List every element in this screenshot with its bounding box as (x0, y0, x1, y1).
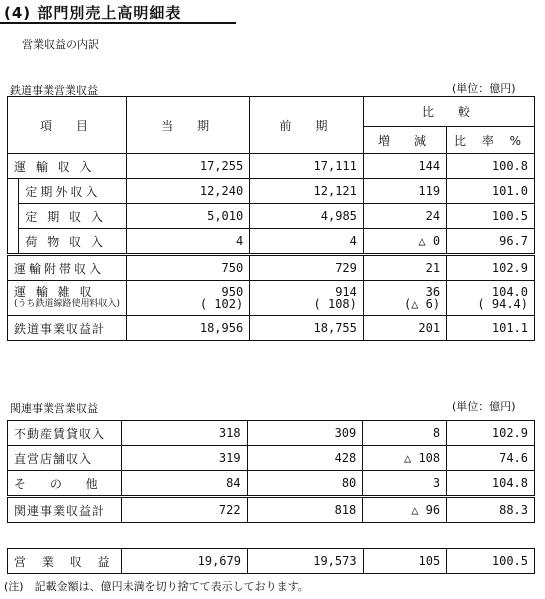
cell-previous: 17,111 (250, 154, 364, 179)
cell-previous: 818 (247, 497, 363, 523)
cell-previous: 4,985 (250, 204, 364, 229)
cell-diff: 144 (363, 154, 446, 179)
cell-ratio: 101.0 (447, 179, 535, 204)
table-row (8, 446, 535, 471)
table-row-total (8, 316, 535, 341)
cell-diff-main: 36 (425, 285, 441, 299)
row-label (8, 281, 127, 316)
cell-diff: 24 (363, 204, 446, 229)
table-row-grand-total (8, 549, 535, 574)
row-label: 運 輸 収 入 (8, 154, 127, 179)
railway-unit: (単位：億円) (452, 82, 516, 95)
cell-diff-sub: (△ 6) (403, 297, 441, 311)
table-row (8, 471, 535, 497)
cell-ratio: 100.5 (447, 204, 535, 229)
table-row (8, 204, 535, 229)
cell-previous-main: 914 (335, 285, 357, 299)
cell-current: 318 (121, 421, 247, 446)
cell-ratio: 102.9 (447, 255, 535, 281)
subtitle: 営業収益の内訳 (22, 38, 99, 51)
cell-diff: △ 108 (363, 446, 447, 471)
cell-previous: 80 (247, 471, 363, 497)
cell-ratio: 102.9 (447, 421, 535, 446)
cell-current-sub: ( 102) (199, 297, 244, 311)
cell-ratio: 96.7 (447, 229, 535, 255)
cell-ratio-sub: ( 94.4) (477, 297, 528, 311)
cell-diff: 201 (363, 316, 446, 341)
indent-spacer (8, 204, 19, 229)
row-label: 直営店舗収入 (8, 446, 122, 471)
cell-ratio: 104.8 (447, 471, 535, 497)
table-row (8, 281, 535, 316)
related-heading: 関連事業営業収益 (10, 402, 98, 415)
cell-previous: 4 (250, 229, 364, 255)
row-label: 定期外収入 (19, 179, 127, 204)
cell-current: 5,010 (127, 204, 250, 229)
cell-current: 17,255 (127, 154, 250, 179)
row-label: 運輸附帯収入 (8, 255, 127, 281)
indent-spacer (8, 179, 19, 204)
table-row-total (8, 497, 535, 523)
railway-table (7, 96, 535, 341)
header-diff: 増 減 (363, 127, 446, 154)
table-row (8, 255, 535, 281)
row-label: 不動産賃貸収入 (8, 421, 122, 446)
cell-current: 12,240 (127, 179, 250, 204)
cell-current: 722 (121, 497, 247, 523)
cell-previous: 12,121 (250, 179, 364, 204)
footnote: (注) 記載金額は、億円未満を切り捨てて表示しております。 (4, 580, 309, 593)
cell-ratio: 88.3 (447, 497, 535, 523)
cell-diff: 105 (363, 549, 447, 574)
cell-previous: 309 (247, 421, 363, 446)
cell-previous: 18,755 (250, 316, 364, 341)
cell-diff: 21 (363, 255, 446, 281)
cell-diff: △ 0 (363, 229, 446, 255)
header-row (8, 97, 535, 127)
cell-ratio: 101.1 (447, 316, 535, 341)
row-label: 鉄道事業収益計 (8, 316, 127, 341)
cell-ratio: 74.6 (447, 446, 535, 471)
cell-ratio (447, 281, 535, 316)
row-label: 荷 物 収 入 (19, 229, 127, 255)
table-row (8, 154, 535, 179)
cell-current (127, 281, 250, 316)
cell-current: 19,679 (122, 549, 248, 574)
header-previous: 前 期 (250, 97, 364, 154)
cell-current: 319 (121, 446, 247, 471)
cell-diff: 8 (363, 421, 447, 446)
cell-ratio-main: 104.0 (491, 285, 528, 299)
cell-current: 4 (127, 229, 250, 255)
related-table (7, 420, 535, 523)
header-comparison: 比 較 (363, 97, 534, 127)
cell-previous (250, 281, 364, 316)
cell-previous-sub: ( 108) (313, 297, 357, 311)
table-row (8, 421, 535, 446)
total-table (7, 548, 535, 574)
cell-current: 18,956 (127, 316, 250, 341)
table-row (8, 179, 535, 204)
cell-diff: 3 (363, 471, 447, 497)
row-label-main: 運 輸 雑 収 (14, 285, 95, 299)
row-label-sub: (うち鉄道線路使用料収入) (14, 299, 121, 309)
cell-previous: 19,573 (247, 549, 363, 574)
title-underline (0, 22, 236, 24)
cell-current-main: 950 (221, 285, 244, 299)
row-label: 関連事業収益計 (8, 497, 122, 523)
cell-current: 750 (127, 255, 250, 281)
header-current: 当 期 (127, 97, 250, 154)
cell-diff: 119 (363, 179, 446, 204)
cell-ratio: 100.8 (447, 154, 535, 179)
header-ratio: 比 率 % (447, 127, 535, 154)
page-title: (4) 部門別売上高明細表 (4, 4, 182, 22)
row-label: 営 業 収 益 (8, 549, 122, 574)
indent-spacer (8, 229, 19, 255)
cell-diff (363, 281, 446, 316)
cell-previous: 428 (247, 446, 363, 471)
cell-current: 84 (121, 471, 247, 497)
row-label: そ の 他 (8, 471, 122, 497)
cell-diff: △ 96 (363, 497, 447, 523)
row-label: 定 期 収 入 (19, 204, 127, 229)
header-item: 項 目 (8, 97, 127, 154)
cell-previous: 729 (250, 255, 364, 281)
cell-ratio: 100.5 (447, 549, 535, 574)
table-row (8, 229, 535, 255)
related-unit: (単位：億円) (452, 400, 516, 413)
railway-heading: 鉄道事業営業収益 (10, 84, 98, 97)
